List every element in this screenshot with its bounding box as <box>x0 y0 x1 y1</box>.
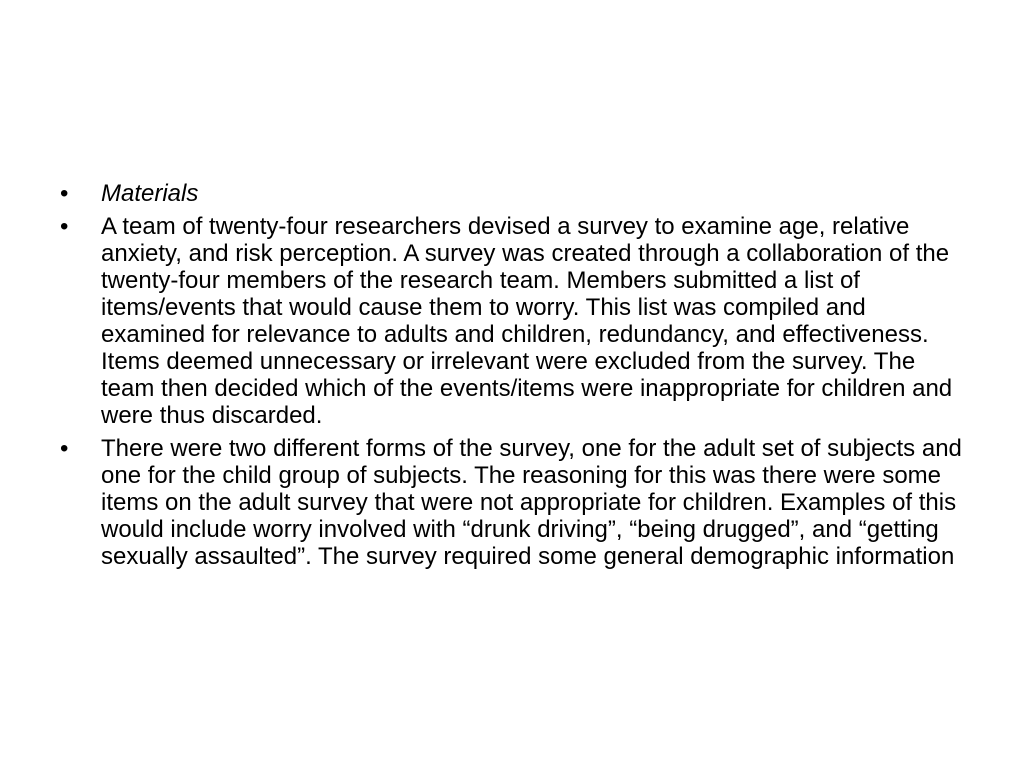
bullet-list <box>60 180 972 576</box>
bullet-marker: • <box>60 213 69 240</box>
bullet-marker: • <box>60 435 69 462</box>
bullet-marker: • <box>60 180 69 207</box>
paragraph-text: There were two different forms of the survey, one for the adult set of subjects and one for the child group of subjects. The reasoning for this was there were some items on the adult survey that were not appropriate for children. Examples of this would include worry involved with “drunk driving”, “being drugged”, and “getting sexually assaulted”. The survey required some general demographic information <box>101 435 962 570</box>
bullet-item-heading <box>60 180 972 207</box>
bullet-item-materials-description <box>60 213 972 429</box>
bullet-item-survey-forms <box>60 435 972 570</box>
paragraph-text: A team of twenty-four researchers devised a survey to examine age, relative anxiety, and risk perception. A survey was created through a collaboration of the twenty-four members of the research team. Members submitted a list of items/events that would cause them to worry. This list was compiled and examined for relevance to adults and children, redundancy, and effectiveness. Items deemed unnecessary or irrelevant were excluded from the survey. The team then decided which of the events/items were inappropriate for children and were thus discarded. <box>101 213 953 429</box>
section-heading: Materials <box>101 180 199 207</box>
